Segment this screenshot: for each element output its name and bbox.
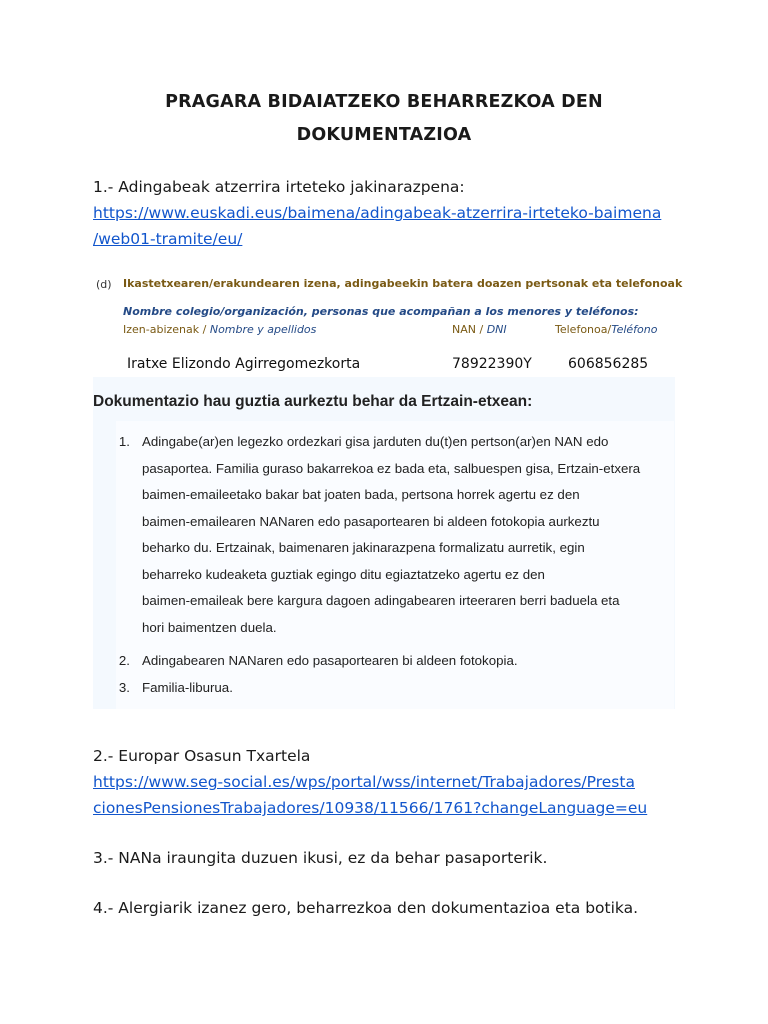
requirements-box bbox=[93, 377, 675, 709]
form-value-phone: 606856285 bbox=[568, 356, 649, 372]
form-col-name-header: Izen-abizenak / Nombre y apellidos bbox=[123, 323, 317, 336]
form-field-label-es: Nombre colegio/organización, personas que acompañan a los menores y teléfonos: bbox=[123, 305, 639, 318]
section-1-link-line-2[interactable]: /web01-tramite/eu/ bbox=[93, 230, 243, 248]
requirements-list: 1. Adingabe(ar)en legezko ordezkari gisa jarduten du(t)en pertson(ar)en NAN edo pasaportea. Familia guraso bakarrekoa ez bada eta, salbuespen gisa, Ertzain-etxera baimen-emaileetako bakar bat joaten bada, pertsona horrek agertu ez den baimen-emailearen NANaren edo pasaportearen bi aldeen fotokopia aurkeztu beharko du. Ertzainak, baimenaren jakinarazpena formalizatu aurretik, egin beharreko kudeaketa guztiak egingo ditu egiaztatzeko agertu ez den baimen-emaileak bere kargura dagoen adingabearen irteeraren berri baduela eta hori baimentzen duela. 2. Adingabearen NANaren edo pasaportearen bi aldeen fotokopia. 3. Familia-liburua. bbox=[116, 421, 674, 709]
section-3-text: 3.- NANa iraungita duzuen ikusi, ez da behar pasaporterik. bbox=[93, 849, 548, 867]
section-1-heading: 1.- Adingabeak atzerrira irteteko jakinarazpena: bbox=[93, 178, 465, 196]
form-col-dni-header: NAN / DNI bbox=[452, 323, 507, 336]
section-1-link-line-1[interactable]: https://www.euskadi.eus/baimena/adingabeak-atzerrira-irteteko-baimena bbox=[93, 204, 662, 222]
form-col-phone-header: Telefonoa/Teléfono bbox=[555, 323, 658, 336]
section-2-heading: 2.- Europar Osasun Txartela bbox=[93, 747, 311, 765]
section-2-link-line-2[interactable]: cionesPensionesTrabajadores/10938/11566/1761?changeLanguage=eu bbox=[93, 799, 648, 817]
requirements-title: Dokumentazio hau guztia aurkeztu behar da Ertzain-etxean: bbox=[93, 393, 533, 410]
form-value-name: Iratxe Elizondo Agirregomezkorta bbox=[127, 356, 361, 372]
document-title bbox=[0, 86, 768, 152]
form-label-d: (d) bbox=[96, 278, 112, 291]
form-value-dni: 78922390Y bbox=[452, 356, 532, 372]
title-line-1: PRAGARA BIDAIATZEKO BEHARREZKOA DEN bbox=[165, 92, 603, 112]
title-line-2: DOKUMENTAZIOA bbox=[296, 125, 472, 145]
form-field-label-eu: Ikastetxearen/erakundearen izena, adingabeekin batera doazen pertsonak eta telefonoak bbox=[123, 277, 683, 290]
section-2-link-line-1[interactable]: https://www.seg-social.es/wps/portal/wss/internet/Trabajadores/Presta bbox=[93, 773, 635, 791]
section-4-text: 4.- Alergiarik izanez gero, beharrezkoa den dokumentazioa eta botika. bbox=[93, 899, 639, 917]
